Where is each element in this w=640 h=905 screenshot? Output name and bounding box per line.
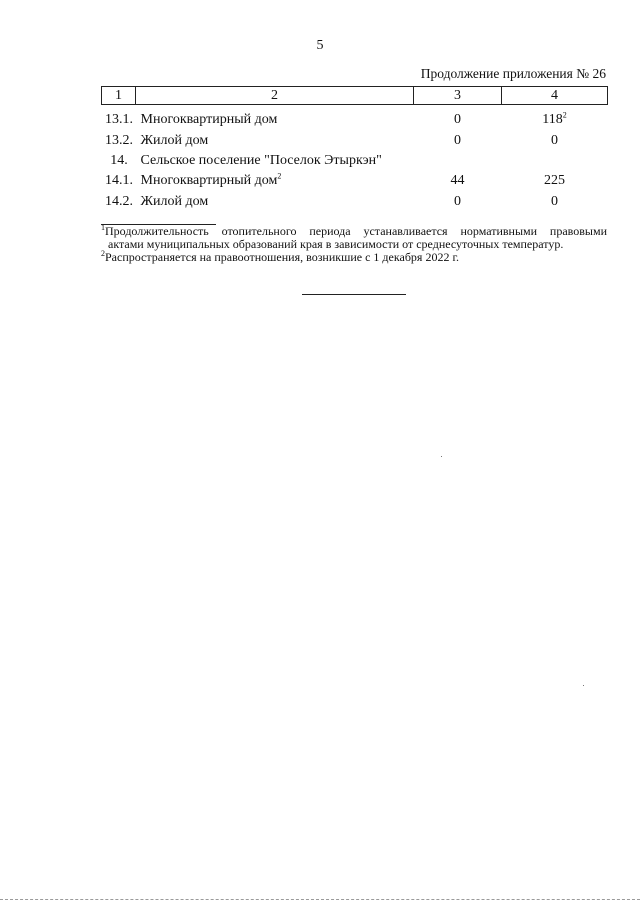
row-number: 14. bbox=[110, 152, 128, 168]
row-col4-footnote-ref: 2 bbox=[562, 110, 567, 120]
footnotes bbox=[101, 225, 607, 264]
row-name-text: Жилой дом bbox=[140, 193, 209, 209]
page-bottom-edge bbox=[0, 899, 640, 900]
scan-speck bbox=[583, 685, 584, 686]
row-name bbox=[136, 105, 414, 131]
footnote-1 bbox=[101, 225, 607, 250]
header-col-4: 4 bbox=[502, 87, 608, 105]
footnote-2-marker: 2 bbox=[101, 249, 105, 258]
table-row bbox=[102, 130, 608, 150]
row-col4-value bbox=[502, 171, 608, 191]
row-name-text: Жилой дом bbox=[140, 132, 209, 148]
row-name bbox=[136, 130, 414, 150]
row-name-footnote-ref: 2 bbox=[277, 171, 282, 181]
data-table bbox=[101, 86, 608, 212]
row-name bbox=[136, 151, 414, 171]
table-row bbox=[102, 171, 608, 191]
appendix-continuation-label: Продолжение приложения № 26 bbox=[420, 66, 606, 81]
row-number: 13.2. bbox=[105, 132, 133, 148]
table-body bbox=[102, 105, 608, 212]
row-name-text: Сельское поселение "Поселок Этыркэн" bbox=[140, 152, 382, 168]
row-col4-value bbox=[502, 130, 608, 150]
header-col-2: 2 bbox=[136, 87, 414, 105]
footnote-2 bbox=[101, 251, 607, 264]
footnote-1-text-start: Продолжительность отопительного периода устанавливается нормативными правовыми bbox=[105, 224, 607, 238]
row-col4-text: 0 bbox=[551, 193, 558, 209]
row-col3-value: 44 bbox=[450, 173, 465, 189]
row-col4-text: 225 bbox=[544, 173, 565, 189]
row-col4-text: 0 bbox=[551, 132, 558, 148]
table-row bbox=[102, 151, 608, 171]
row-col3-value: 0 bbox=[454, 193, 461, 209]
row-col3-value: 0 bbox=[454, 132, 461, 148]
row-col4-value bbox=[502, 105, 608, 131]
row-number: 14.1. bbox=[105, 173, 133, 189]
row-number: 13.1. bbox=[105, 112, 133, 128]
table-header-row bbox=[102, 87, 608, 105]
footnote-1-marker: 1 bbox=[101, 223, 105, 232]
footnote-1-line-1 bbox=[101, 225, 607, 238]
row-name-text: Многоквартирный дом bbox=[140, 173, 278, 189]
header-col-1: 1 bbox=[102, 87, 136, 105]
scan-speck bbox=[441, 456, 442, 457]
footnote-1-line-2: актами муниципальных образований края в зависимости от среднесуточных температур. bbox=[108, 236, 564, 251]
row-col4-value bbox=[502, 151, 608, 171]
page-number: 5 bbox=[316, 38, 324, 53]
header-col-3: 3 bbox=[414, 87, 502, 105]
row-name bbox=[136, 171, 414, 191]
row-col4-text: 118 bbox=[542, 112, 563, 128]
row-number: 14.2. bbox=[105, 193, 133, 209]
row-name bbox=[136, 192, 414, 212]
table-row bbox=[102, 105, 608, 131]
row-col3-value bbox=[414, 151, 502, 171]
table-row bbox=[102, 192, 608, 212]
footnote-2-text: Распространяется на правоотношения, возникшие с 1 декабря 2022 г. bbox=[105, 250, 460, 264]
row-name-text: Многоквартирный дом bbox=[140, 112, 278, 128]
end-of-document-rule bbox=[302, 294, 406, 295]
row-col4-value bbox=[502, 192, 608, 212]
row-col3-value: 0 bbox=[454, 112, 461, 128]
table-header bbox=[102, 87, 608, 105]
